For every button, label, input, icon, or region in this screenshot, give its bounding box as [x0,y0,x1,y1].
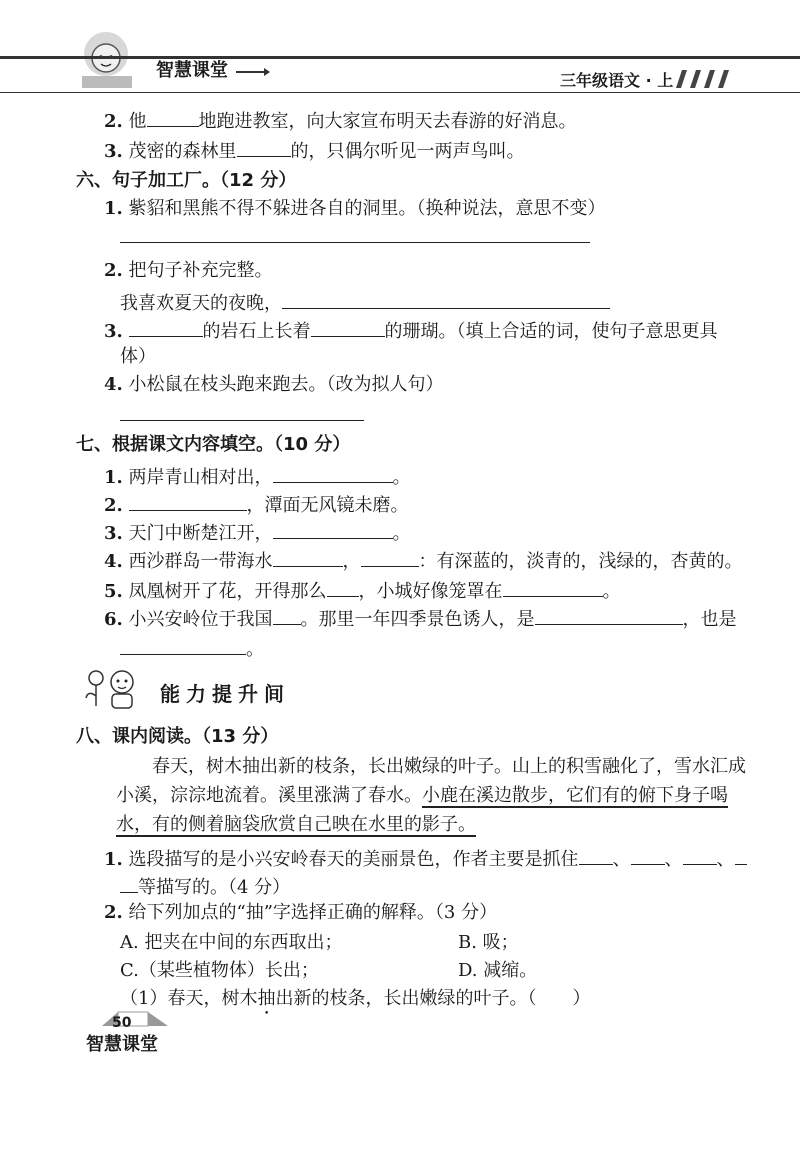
answer-line[interactable] [120,242,590,243]
answer-line[interactable] [120,420,364,421]
blank[interactable] [631,844,665,865]
blank[interactable] [735,844,747,865]
dotted-char: 抽 [257,988,276,1009]
s5-item-3: 3. 茂密的森林里 的，只偶尔听见一两声鸟叫。 [104,136,525,165]
header-rule [0,56,800,59]
s7-q5: 5. 凤凰树开了花，开得那么 ，小城好像笼罩在 。 [104,576,621,605]
s8-q2: 2. 给下列加点的“抽”字选择正确的解释。（3 分） [104,902,498,923]
s8-q1-cont: 等描写的。（4 分） [120,872,290,901]
header-mascot [72,28,142,92]
s7-q1: 1. 两岸青山相对出， 。 [104,462,411,491]
s6-q1: 1. 紫貂和黑熊不得不躲进各自的洞里。（换种说法，意思不变） [104,198,606,219]
s6-q3: 3. 的岩石上长着 的珊瑚。（填上合适的词，使句子意思更具 [104,316,718,345]
s6-q4: 4. 小松鼠在枝头跑来跑去。（改为拟人句） [104,374,444,395]
blank[interactable] [147,106,199,127]
blank[interactable] [120,872,138,893]
blank[interactable] [129,316,203,337]
s6-q2: 2. 把句子补充完整。 [104,260,273,281]
option-c: C.（某些植物体）长出； [120,960,319,981]
section7-title: 七、根据课文内容填空。（10 分） [76,434,351,455]
blank[interactable] [579,844,613,865]
underlined-sentence: 水，有的侧着脑袋欣赏自己映在水里的影子。 [116,814,476,835]
reading-line-1: 春天，树木抽出新的枝条，长出嫩绿的叶子。山上的积雪融化了，雪水汇成 [152,756,746,777]
blank[interactable] [361,546,419,567]
reading-line-3 [116,812,476,838]
option-d: D. 减缩。 [458,960,538,981]
blank[interactable] [129,490,247,511]
blank[interactable] [327,576,359,597]
s7-q3: 3. 天门中断楚江开， 。 [104,518,411,547]
blank[interactable] [120,634,246,655]
header-stripes [670,70,730,88]
blank[interactable] [273,518,393,539]
header-rule-thin [0,92,800,93]
s7-q4: 4. 西沙群岛一带海水 ， ：有深蓝的，淡青的，浅绿的，杏黄的。 [104,546,743,575]
s8-q2-sub1: （1）春天，树木抽出新的枝条，长出嫩绿的叶子。（ ） [120,988,591,1009]
header-brand: 智慧课堂 [156,60,228,81]
blank[interactable] [311,316,385,337]
section6-title: 六、句子加工厂。（12 分） [76,170,297,191]
s6-q3-cont: 体） [120,346,156,367]
ability-mascot-icon [80,664,144,710]
section8-title: 八、课内阅读。（13 分） [76,726,279,747]
s7-q6: 6. 小兴安岭位于我国 。那里一年四季景色诱人，是 ，也是 [104,604,737,633]
option-a: A. 把夹在中间的东西取出； [120,932,343,953]
s5-item-2: 2. 他 地跑进教室，向大家宣布明天去春游的好消息。 [104,106,577,135]
blank[interactable] [683,844,717,865]
blank[interactable] [282,288,610,309]
footer-brand: 智慧课堂 [86,1034,158,1055]
blank[interactable] [237,136,291,157]
s7-q6-cont: 。 [120,634,264,663]
underlined-sentence: 小鹿在溪边散步，它们有的俯下身子喝 [422,785,728,806]
option-b: B. 吸； [458,932,519,953]
blank[interactable] [273,462,393,483]
ability-title: 能力提升间 [160,682,290,706]
header-grade: 三年级语文 · 上 [560,71,674,90]
blank[interactable] [503,576,603,597]
s7-q2: 2. ，潭面无风镜未磨。 [104,490,409,519]
page-number: 50 [112,1015,132,1031]
arrow-icon [236,62,270,72]
blank[interactable] [535,604,683,625]
blank[interactable] [273,546,343,567]
s8-q1: 1. 选段描写的是小兴安岭春天的美丽景色，作者主要是抓住 、 、 、 [104,844,747,873]
s6-q2-line: 我喜欢夏天的夜晚， [120,288,610,317]
blank[interactable] [273,604,301,625]
reading-line-2: 小溪，淙淙地流着。溪里涨满了春水。小鹿在溪边散步，它们有的俯下身子喝 [116,785,728,806]
